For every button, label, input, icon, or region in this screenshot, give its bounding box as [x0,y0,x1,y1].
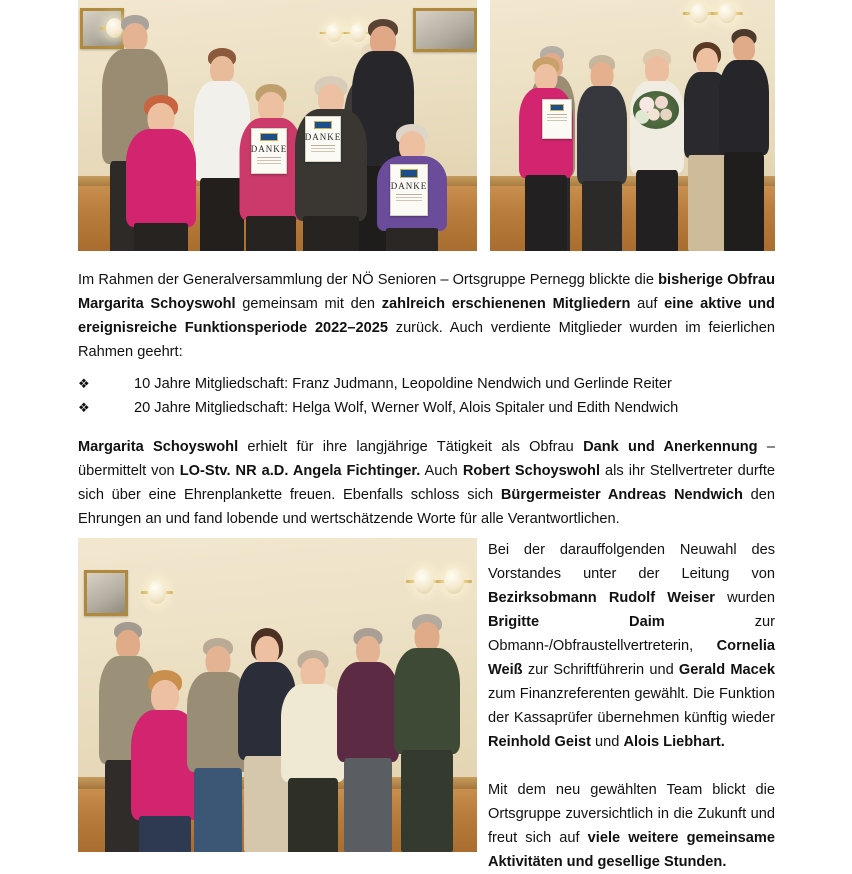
certificate-danke [390,164,428,216]
paragraph-new-board-text [488,538,775,754]
paragraph-honors-text [78,435,775,531]
diamond-bullet-icon: ❖ [78,376,90,391]
person-figure [392,574,462,852]
run: den Ehrungen an und fand lobende und wertschätzende Worte für alle Verantwortlichen. [78,487,775,527]
run-bold: LO-Stv. NR a.D. Angela Fichtinger. [179,463,421,479]
run: zur Obmann-/Obfraustellvertreterin, [488,614,775,654]
certificate-logo-icon [400,169,419,178]
certificate-danke-label: DANKE [390,181,428,192]
certificate-danke-label: DANKE [304,132,342,143]
certificate-logo-icon [260,133,278,141]
certificate-lines [547,114,567,115]
certificate-logo-icon [314,121,332,129]
run: erhielt für ihre langjährige Tätigkeit als Obfrau [238,439,584,455]
run-bold: bisherige Obfrau Margarita Schoyswohl [78,272,775,312]
group-photo-honorees [78,0,477,251]
certificate-danke-label: DANKE [250,144,288,155]
photo-scene [78,538,477,852]
run-bold: Dank und Anerkennung [583,439,758,455]
run-bold: Reinhold Geist [488,734,591,750]
run: – übermittelt von [78,439,775,479]
person-figure [576,23,628,251]
certificate-document [542,99,572,139]
certificate-lines [396,194,421,195]
certificate-lines [311,145,335,146]
run: Auch [420,463,463,479]
group-photo-new-board [78,538,477,852]
person-figure [376,56,448,251]
photo-scene [78,0,477,251]
certificate-lines [257,157,281,158]
run-bold: Bürgermeister Andreas Nendwich [500,487,743,503]
run: zurück. Auch verdiente Mitglieder wurden im feierlichen Rahmen geehrt: [78,320,775,360]
run-bold: Robert Schoyswohl [462,463,601,479]
flower-bouquet-icon [633,91,679,129]
framed-picture-icon [413,8,477,52]
paragraph-new-board [488,538,775,874]
run-bold: Gerald Macek [678,662,775,678]
person-figure [518,11,574,251]
person-figure [336,578,400,852]
certificate-danke [305,116,341,162]
membership-anniversary-list [78,372,775,420]
run: zur Schriftführerin und [522,662,679,678]
run: Im Rahmen der Generalversammlung der NÖ Senioren – Ortsgruppe Pernegg blickte die [78,272,659,288]
run-bold: Margarita Schoyswohl [78,439,239,455]
run-bold: eine aktive und ereignisreiche Funktionsperiode 2022–2025 [78,296,775,336]
run-bold: Alois Liebhart. [623,734,725,750]
list-item-label: 20 Jahre Mitgliedschaft: Helga Wolf, Werner Wolf, Alois Spitaler und Edith Nendwich [134,400,679,416]
paragraph-honors [78,435,775,531]
run-bold: Bezirksobmann Rudolf Weiser [488,590,715,606]
certificate-logo-icon [550,104,565,111]
person-figure [718,13,770,251]
certificate-danke [251,128,287,174]
paragraph-intro [78,268,775,364]
run: zum Finanzreferenten gewählt. Die Funktion der Kassaprüfer übernehmen künftig wieder [488,686,775,726]
list-item [78,396,775,420]
run-bold: zahlreich erschienenen Mitgliedern [381,296,631,312]
person-figure [629,19,685,251]
list-item-label: 10 Jahre Mitgliedschaft: Franz Judmann, Leopoldine Nendwich und Gerlinde Reiter [134,376,672,392]
person-figure [125,41,197,251]
run: Bei der darauffolgenden Neuwahl des Vorstandes unter der Leitung von [488,542,775,582]
run: Mit dem neu gewählten Team blickt die Ortsgruppe zuversichtlich in die Zukunft und freut sich auf [488,782,775,846]
paragraph-outlook-text [488,778,775,874]
diamond-bullet-icon: ❖ [78,400,90,415]
run: gemeinsam mit den [235,296,382,312]
run-bold: Brigitte Daim [488,614,665,630]
run: als ihr Stellvertreter durfte sich über eine Ehrenplankette freuen. Ebenfalls schloss sich [78,463,775,503]
run: und [590,734,624,750]
photo-scene [490,0,775,251]
person-figure [293,26,368,251]
run-bold: viele weitere gemeinsame Aktivitäten und gesellige Stunden. [488,830,775,870]
group-photo-award-handover [490,0,775,251]
paragraph-intro-text [78,268,775,364]
run: wurden [714,590,775,606]
list-item [78,372,775,396]
run-bold: Cornelia Weiß [488,638,775,678]
run: auf [630,296,665,312]
